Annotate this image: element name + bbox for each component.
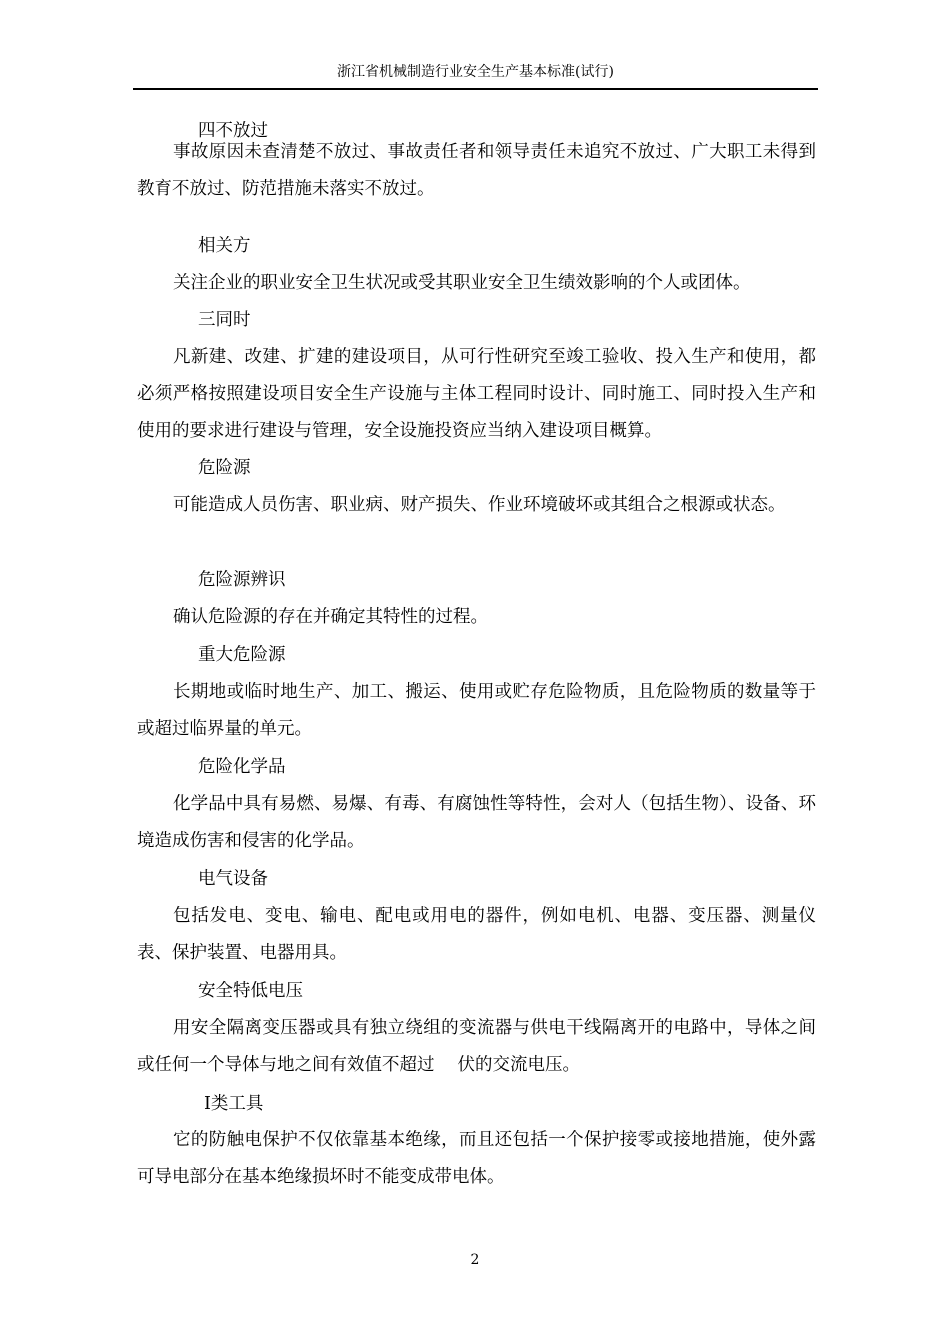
term-heading: 四不放过 (198, 121, 268, 141)
term-definition: 用安全隔离变压器或具有独立绕组的变流器与供电干线隔离开的电路中，导体之间或任何一个导体与地之间有效值不超过 伏的交流电压。 (137, 1018, 816, 1075)
term-heading: 危险源辨识 (198, 570, 286, 590)
term-definition: 凡新建、改建、扩建的建设项目，从可行性研究至竣工验收、投入生产和使用，都必须严格按照建设项目安全生产设施与主体工程同时设计、同时施工、同时投入生产和使用的要求进行建设与管理，安全设施投资应当纳入建设项目概算。 (137, 347, 816, 441)
term-definition: 确认危险源的存在并确定其特性的过程。 (173, 607, 488, 627)
term-heading: 安全特低电压 (198, 981, 303, 1001)
running-header: 浙江省机械制造行业安全生产基本标准(试行) (337, 64, 614, 80)
term-heading: 危险化学品 (198, 757, 286, 777)
term-definition: 包括发电、变电、输电、配电或用电的器件，例如电机、电器、变压器、测量仪表、保护装置、电器用具。 (137, 906, 816, 963)
term-definition: 事故原因未查清楚不放过、事故责任者和领导责任未追究不放过、广大职工未得到教育不放过、防范措施未落实不放过。 (137, 142, 816, 199)
term-heading: 相关方 (198, 236, 251, 256)
term-definition: 它的防触电保护不仅依靠基本绝缘，而且还包括一个保护接零或接地措施，使外露可导电部分在基本绝缘损坏时不能变成带电体。 (137, 1130, 816, 1187)
term-heading: 重大危险源 (198, 645, 286, 665)
term-definition: 关注企业的职业安全卫生状况或受其职业安全卫生绩效影响的个人或团体。 (173, 273, 751, 293)
term-heading: 三同时 (198, 310, 251, 330)
term-heading: 危险源 (198, 458, 251, 478)
term-definition: 长期地或临时地生产、加工、搬运、使用或贮存危险物质，且危险物质的数量等于或超过临界量的单元。 (137, 682, 816, 739)
term-definition: 可能造成人员伤害、职业病、财产损失、作业环境破坏或其组合之根源或状态。 (173, 495, 786, 515)
term-heading: Ⅰ类工具 (204, 1094, 264, 1114)
page-number: 2 (470, 1252, 480, 1268)
term-definition: 化学品中具有易燃、易爆、有毒、有腐蚀性等特性，会对人（包括生物）、设备、环境造成伤害和侵害的化学品。 (137, 794, 816, 851)
term-heading: 电气设备 (198, 869, 268, 889)
header-divider (133, 88, 818, 90)
